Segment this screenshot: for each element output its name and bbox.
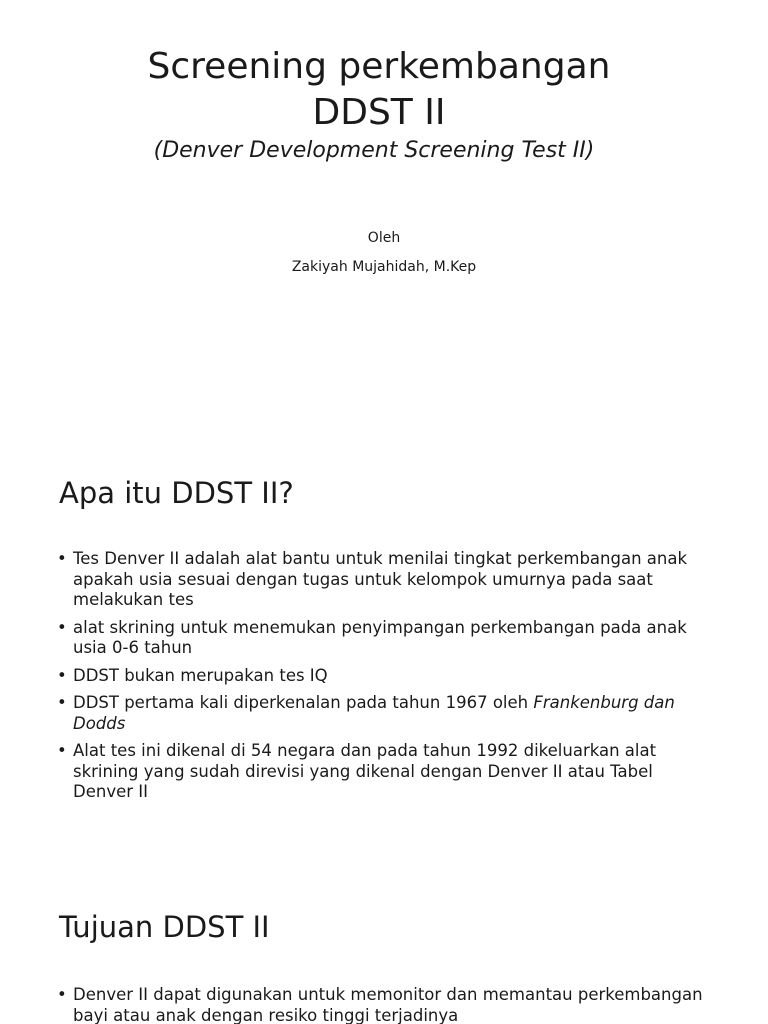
bullet-list-what-is-ddst bbox=[57, 549, 717, 810]
author-by-label: Oleh bbox=[367, 230, 401, 246]
bullet-icon: • bbox=[57, 665, 67, 685]
bullet-icon: • bbox=[57, 741, 67, 760]
list-item-text: alat skrining untuk menemukan penyimpangan perkembangan pada anak usia 0-6 tahun bbox=[73, 617, 687, 657]
subtitle: (Denver Development Screening Test II) bbox=[153, 138, 595, 163]
bullet-icon: • bbox=[57, 693, 67, 712]
section-heading-what-is-ddst: Apa itu DDST II? bbox=[59, 476, 294, 510]
main-title-line2: DDST II bbox=[312, 92, 446, 133]
section-heading-purpose: Tujuan DDST II bbox=[59, 910, 270, 944]
list-item bbox=[57, 741, 717, 803]
list-item-text: DDST pertama kali diperkenalan pada tahun 1967 oleh bbox=[73, 693, 534, 712]
list-item bbox=[57, 549, 717, 611]
list-item-text: DDST bukan merupakan tes IQ bbox=[73, 665, 328, 685]
list-item bbox=[57, 618, 717, 659]
main-title-line1: Screening perkembangan bbox=[147, 46, 611, 87]
list-item bbox=[57, 666, 717, 687]
main-title bbox=[0, 44, 758, 136]
list-item-text: Alat tes ini dikenal di 54 negara dan pada tahun 1992 dikeluarkan alat skrining yang sudah direvisi yang dikenal dengan Denver II atau Tabel Denver II bbox=[73, 741, 657, 801]
bullet-list-purpose bbox=[57, 985, 717, 1024]
list-item bbox=[57, 693, 717, 734]
bullet-icon: • bbox=[57, 985, 67, 1004]
list-item bbox=[57, 985, 717, 1024]
list-item-italic-text: Frankenburg dan Dodds bbox=[73, 693, 675, 733]
list-item-text: Tes Denver II adalah alat bantu untuk menilai tingkat perkembangan anak apakah usia sesuai dengan tugas untuk kelompok umurnya pada saat melakukan tes bbox=[73, 549, 688, 609]
bullet-icon: • bbox=[57, 549, 67, 568]
author-name: Zakiyah Mujahidah, M.Kep bbox=[291, 259, 477, 275]
list-item-text: Denver II dapat digunakan untuk memonitor dan memantau perkembangan bayi atau anak dengan resiko tinggi terjadinya bbox=[73, 985, 703, 1024]
bullet-icon: • bbox=[57, 617, 67, 637]
title-slide bbox=[0, 0, 768, 430]
